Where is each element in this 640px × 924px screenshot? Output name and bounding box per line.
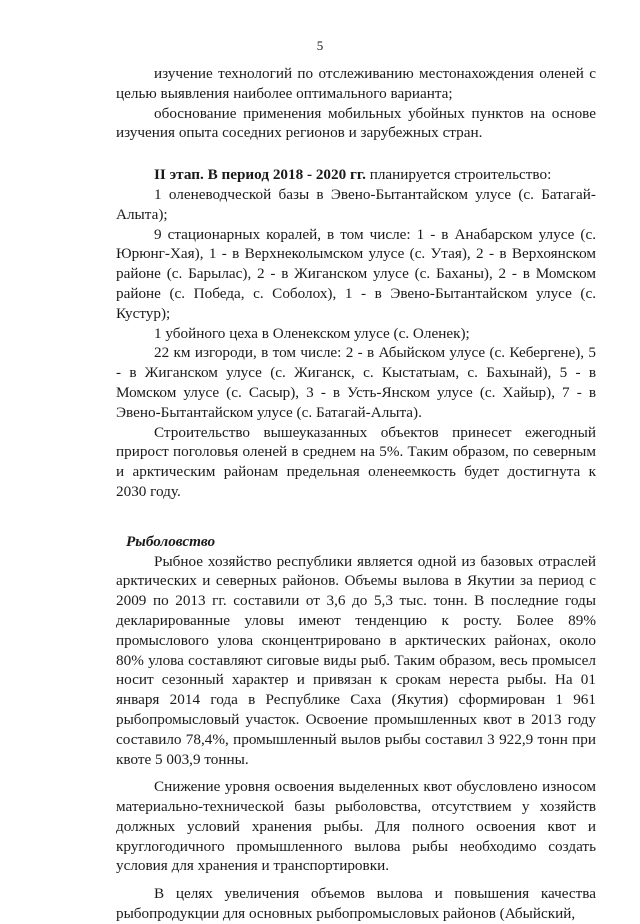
page-number: 5 xyxy=(316,38,324,53)
stage-2-item-slaughterhouse: 1 убойного цеха в Оленекском улусе (с. Оленек); xyxy=(154,324,470,342)
document-body xyxy=(116,64,596,924)
stage-2-item-fencing: 22 км изгороди, в том числе: 2 - в Абыйском улусе (с. Кебергене), 5 - в Жиганском улусе (с. Жиганск, с. Кыстатыам, с. Бахынай), 5 - в Момском улусе (с. Сасыр), 3 - в Усть-Янском улусе (с. Хайыр), 7 - в Эвено-Бытантайском улусе (с. Батагай-Алыта). xyxy=(116,344,596,421)
stage-2-conclusion: Строительство вышеуказанных объектов принесет ежегодный прирост поголовья оленей в среднем на 5%. Таким образом, по северным и арктическим районам предельная оленеемкость будет достигнута к 2030 году. xyxy=(116,423,596,500)
section-title-fishing: Рыболовство xyxy=(126,532,216,550)
fishing-paragraph-quota-decline: Снижение уровня освоения выделенных квот обусловлено износом материально-технической базы рыболовства, отсутствием у хозяйств должных условий хранения рыбы. Для полного освоения квот и круглогодичного промышленного вылова рыбы необходимо создать условия для хранения и транспортировки. xyxy=(116,778,596,875)
paragraph-mobile-slaughter-points: обоснование применения мобильных убойных пунктов на основе изучения опыта соседних регионов и зарубежных стран. xyxy=(116,104,596,142)
stage-2-item-reindeer-base: 1 оленеводческой базы в Эвено-Бытантайском улусе (с. Батагай-Алыта); xyxy=(116,185,596,223)
fishing-paragraph-catch-increase: В целях увеличения объемов вылова и повышения качества рыбопродукции для основных рыбопромысловых районов (Абыйский, xyxy=(116,885,596,923)
stage-2-heading-line xyxy=(116,165,596,185)
fishing-paragraph-overview: Рыбное хозяйство республики является одной из базовых отраслей арктических и северных районов. Объемы вылова в Якутии за период с 2009 по 2013 гг. составили от 3,6 до 5,3 тыс. тонн. В последние годы декларированные уловы имеют тенденцию к росту. Более 89% промыслового улова сконцентрировано в арктических районах, около 80% улова составляют сиговые виды рыб. Таким образом, весь промысел носит сезонный характер и привязан к срокам нереста рыбы. На 01 января 2014 года в Республике Саха (Якутия) сформирован 1 961 рыбопромысловый участок. Освоение промышленных квот в 2013 году составило 78,4%, промышленный вылов рыбы составил 3 922,9 тонн при квоте 5 003,9 тонны. xyxy=(116,552,596,768)
stage-2-heading: II этап. В период 2018 - 2020 гг. xyxy=(154,166,366,184)
paragraph-tracking-technologies: изучение технологий по отслеживанию местонахождения оленей с целью выявления наиболее оптимального варианта; xyxy=(116,65,596,102)
stage-2-heading-rest: планируется строительство: xyxy=(365,166,552,184)
stage-2-item-corrals: 9 стационарных коралей, в том числе: 1 - в Анабарском улусе (с. Юрюнг-Хая), 1 - в Верхнеколымском улусе (с. Утая), 2 - в Верхоянском районе (с. Барылас), 2 - в Жиганском улусе (с. Баханы), 2 - в Момском районе (с. Победа, с. Соболох), 1 - в Эвено-Бытантайском улусе (с. Кустур); xyxy=(116,225,596,322)
